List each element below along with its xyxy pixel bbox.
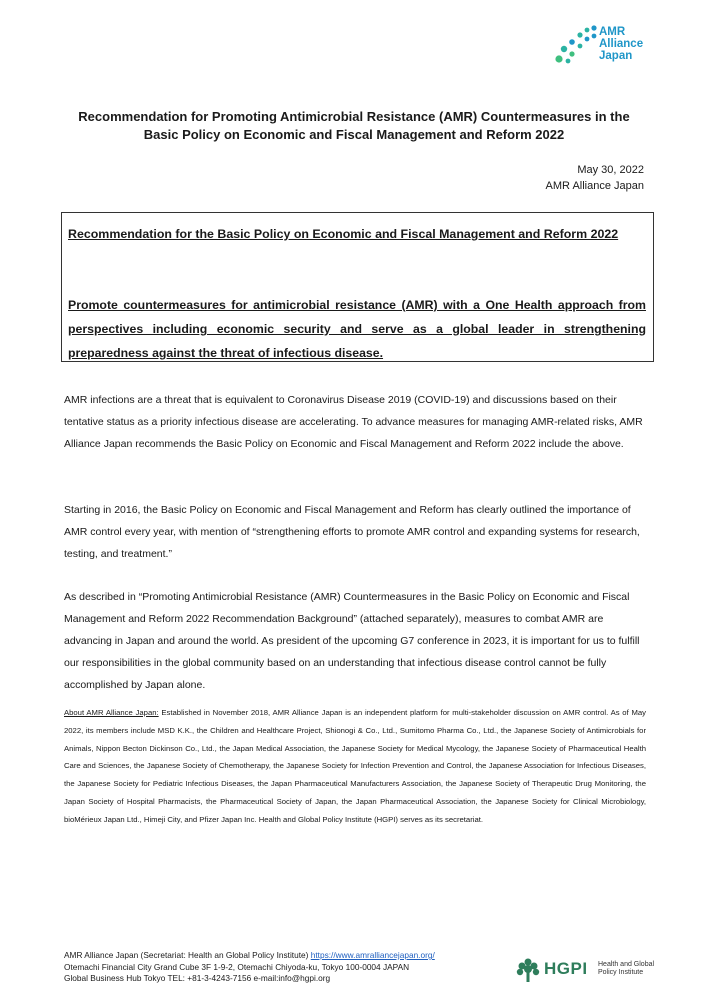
hgpi-name: HGPI — [544, 959, 588, 978]
footer-contact: Global Business Hub Tokyo TEL: +81-3-4243-7156 e-mail:info@hgpi.org — [64, 973, 331, 983]
recommendation-heading: Recommendation for the Basic Policy on Economic and Fiscal Management and Reform 2022 — [68, 227, 619, 241]
document-title-line-1: Recommendation for Promoting Antimicrobial Resistance (AMR) Countermeasures in the — [78, 109, 630, 124]
paragraph-2: Starting in 2016, the Basic Policy on Economic and Fiscal Management and Reform has clearly outlined the importance of AMR control every year, with mention of “strengthening efforts to promote AMR control and expanding systems for research, testing, and treatment.” — [64, 504, 640, 560]
document-org: AMR Alliance Japan — [545, 180, 644, 192]
footer-secretariat: AMR Alliance Japan (Secretariat: Health an Global Policy Institute) — [64, 950, 311, 960]
logo-line-1: AMR — [599, 26, 626, 38]
document-meta — [546, 162, 644, 194]
logo-line-2: Alliance — [599, 38, 644, 50]
hgpi-subtitle — [598, 961, 654, 977]
hgpi-sub-line-1: Health and Global — [598, 961, 655, 968]
about-label: About AMR Alliance Japan: — [64, 708, 159, 717]
paragraph-1: AMR infections are a threat that is equivalent to Coronavirus Disease 2019 (COVID-19) and discussions based on their tentative status as a priority infectious disease are accelerating. To advance measures for managing AMR-related risks, AMR Alliance Japan recommends the Basic Policy on Economic and Fiscal Management and Reform 2022 include the above. — [64, 394, 643, 450]
logo-line-3: Japan — [599, 50, 633, 62]
recommendation-body: Promote countermeasures for antimicrobial resistance (AMR) with a One Health approach from perspectives including economic security and serve as a global leader in strengthening preparedness against the threat of infectious disease. — [68, 298, 646, 360]
dots-logo-icon — [554, 24, 598, 66]
footer — [64, 950, 504, 985]
hgpi-sub-line-2: Policy Institute — [598, 969, 644, 976]
about-section — [64, 704, 646, 829]
document-date: May 30, 2022 — [577, 164, 644, 176]
paragraph-3: As described in “Promoting Antimicrobial Resistance (AMR) Countermeasures in the Basic Policy on Economic and Fiscal Management and Reform 2022 Recommendation Background” (attached separately), measures to combat AMR are advancing in Japan and around the world. As president of the upcoming G7 conference in 2023, it is important for us to fulfill our responsibilities in the global community based on an understanding that infectious disease control cannot be fully accomplished by Japan alone. — [64, 591, 640, 691]
recommendation-box — [61, 212, 654, 362]
document-title — [40, 108, 668, 144]
footer-website-link[interactable]: https://www.amralliancejapan.org/ — [310, 950, 435, 960]
footer-line-1 — [64, 950, 504, 962]
tree-icon — [516, 957, 540, 983]
footer-address: Otemachi Financial City Grand Cube 3F 1-9-2, Otemachi Chiyoda-ku, Tokyo 100-0004 JAPAN — [64, 961, 410, 972]
about-text: Established in November 2018, AMR Alliance Japan is an independent platform for multi-stakeholder discussion on AMR control. As of May 2022, its members include MSD K.K., the Children and Healthcare Project, Shionogi & Co., Ltd., Sumitomo Pharma Co., Ltd., the Japanese Society of Antimicrobials for Animals, Nippon Becton Dickinson Co., Ltd., the Japan Medical Association, the Japanese Society for Medical Mycology, the Japanese Society of Pharmaceutical Health Care and Sciences, the Japanese Society of Chemotherapy, the Japanese Society for Infection Prevention and Control, the Japanese Association for Infectious Diseases, the Japanese Society for Pediatric Infectious Diseases, the Japan Pharmaceutical Manufacturers Association, the Japanese Society of Therapeutic Drug Monitoring, the Japan Society of Hospital Pharmacists, the Pharmaceutical Society of Japan, the Japan Pharmaceutical Association, the Japanese Society for Clinical Microbiology, bioMérieux Japan Ltd., Himeji City, and Pfizer Japan Inc. Health and Global Policy Institute (HGPI) serves as its secretariat. — [64, 708, 647, 824]
amr-alliance-logo — [554, 24, 674, 66]
logo-text — [599, 26, 643, 62]
document-title-line-2: Basic Policy on Economic and Fiscal Management and Reform 2022 — [143, 127, 565, 142]
hgpi-logo — [516, 957, 676, 983]
